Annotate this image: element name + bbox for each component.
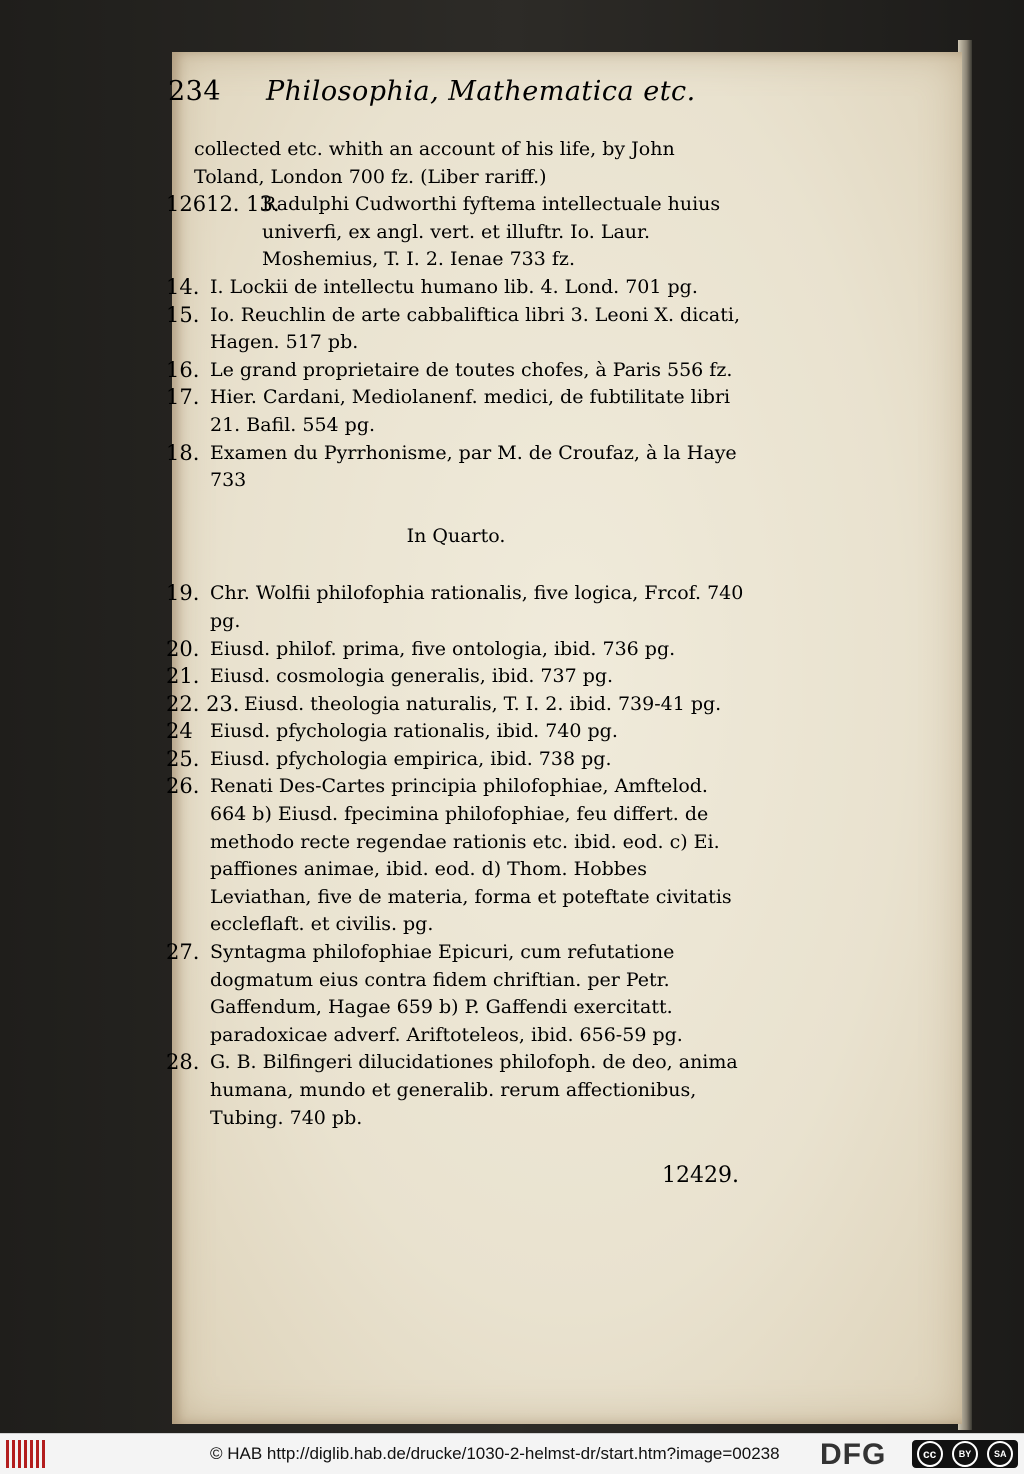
cc-license-badge[interactable]: [912, 1440, 1018, 1468]
viewer-footer: [0, 1433, 1024, 1474]
entry-text: I. Lockii de intellectu humano lib. 4. Lond. 701 pg.: [210, 275, 698, 298]
entry-number: 20.: [166, 636, 200, 661]
entry-text: Eiusd. philof. prima, five ontologia, ibid. 736 pg.: [210, 637, 676, 660]
catalog-number: 12429.: [662, 1163, 739, 1188]
dfg-logo: DFG: [820, 1438, 887, 1471]
entry-text: Syntagma philofophiae Epicuri, cum refutatione dogmatum eius contra fidem chriftian. per Petr. Gaffendum, Hagae 659 b) P. Gaffendi exercitatt. paradoxicae adverf. Ariftoteleos, ibid. 656-59 pg.: [210, 941, 683, 1046]
barcode-icon: [6, 1440, 46, 1468]
entry-number: 19.: [166, 581, 200, 606]
entry-text: Radulphi Cudworthi fyftema intellectuale huius univerfi, ex angl. vert. et illuftr. Io. Laur. Moshemius, T. I. 2. Ienae 733 fz.: [262, 193, 721, 271]
list-item: [166, 636, 746, 664]
entry-number: 14.: [166, 274, 200, 299]
list-item: [166, 136, 746, 191]
entry-text: collected etc. whith an account of his life, by John Toland, London 700 fz. (Liber rariff.): [194, 138, 675, 188]
list-item: [166, 691, 746, 719]
entry-number: 27.: [166, 940, 200, 965]
list-item: [166, 939, 746, 1049]
source-link[interactable]: © HAB http://diglib.hab.de/drucke/1030-2-helmst-dr/start.htm?image=00238: [210, 1444, 780, 1463]
list-item: [166, 302, 746, 357]
entry-number: 26.: [166, 774, 200, 799]
entry-text: Examen du Pyrrhonisme, par M. de Croufaz, à la Haye 733: [210, 441, 737, 492]
list-item: [166, 773, 746, 939]
entry-text: Eiusd. cosmologia generalis, ibid. 737 pg.: [210, 665, 614, 688]
running-title: Philosophia, Mathematica etc.: [266, 76, 696, 107]
attribution-icon: BY: [952, 1441, 978, 1467]
entry-number: 28.: [166, 1050, 200, 1075]
page-body: [166, 136, 746, 1132]
entry-number: 22. 23.: [166, 691, 240, 716]
section-title: In Quarto.: [406, 524, 506, 547]
entry-number: 24: [166, 719, 193, 744]
list-item: [166, 746, 746, 774]
entry-number: 12612. 13.: [166, 192, 280, 217]
entry-text: Le grand proprietaire de toutes chofes, à Paris 556 fz.: [210, 358, 733, 381]
list-item: [166, 357, 746, 385]
entry-text: Chr. Wolfii philofophia rationalis, five logica, Frcof. 740 pg.: [210, 582, 744, 632]
entry-text: Eiusd. theologia naturalis, T. I. 2. ibid. 739-41 pg.: [244, 692, 722, 715]
page-number: 234: [168, 76, 222, 107]
cc-icon: cc: [917, 1441, 943, 1467]
entry-number: 17.: [166, 385, 200, 410]
list-item: [166, 580, 746, 635]
entry-text: Eiusd. pfychologia rationalis, ibid. 740 pg.: [210, 720, 618, 743]
entry-text: G. B. Bilfingeri dilucidationes philofoph. de deo, anima humana, mundo et generalib. rerum affectionibus, Tubing. 740 pb.: [210, 1051, 738, 1129]
entry-number: 18.: [166, 440, 200, 465]
list-item: [166, 191, 746, 274]
entry-text: Eiusd. pfychologia empirica, ibid. 738 pg.: [210, 747, 612, 770]
entry-number: 25.: [166, 746, 200, 771]
share-alike-icon: SA: [987, 1441, 1013, 1467]
list-item: [166, 663, 746, 691]
entry-text: Renati Des-Cartes principia philofophiae, Amftelod. 664 b) Eiusd. fpecimina philofophiae, feu differt. de methodo recte regendae rationis etc. ibid. eod. c) Ei. paffiones animae, ibid. eod. d) Thom. Hobbes Leviathan, five de materia, forma et poteftate civitatis eccleflaft. et civilis. pg.: [210, 775, 732, 936]
list-item: [166, 718, 746, 746]
list-item: [166, 440, 746, 495]
entry-number: 15.: [166, 302, 200, 327]
entry-text: Hier. Cardani, Mediolanenf. medici, de fubtilitate libri 21. Bafil. 554 pg.: [210, 386, 731, 436]
list-item: [166, 274, 746, 302]
entry-number: 21.: [166, 664, 200, 689]
entry-text: Io. Reuchlin de arte cabbaliftica libri 3. Leoni X. dicati, Hagen. 517 pb.: [210, 303, 740, 354]
list-item: [166, 384, 746, 439]
list-item: [166, 1049, 746, 1132]
entry-number: 16.: [166, 357, 200, 382]
